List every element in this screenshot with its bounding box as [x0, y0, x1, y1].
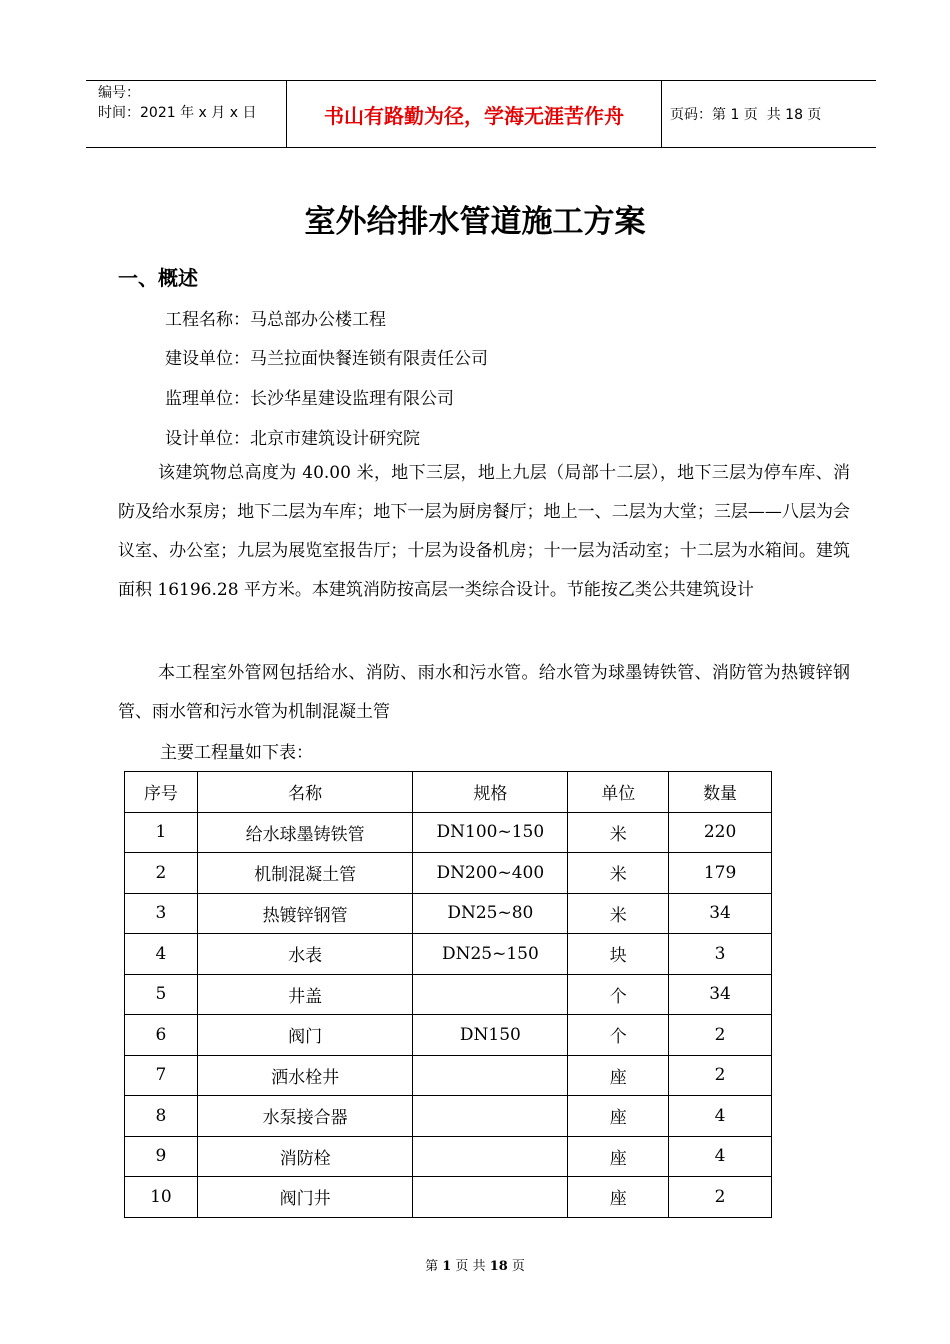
table-cell: 220 — [669, 812, 772, 853]
table-cell: 阀门井 — [197, 1177, 413, 1218]
table-row — [125, 1015, 772, 1056]
footer-suffix: 页 — [511, 1259, 525, 1274]
table-cell — [413, 974, 568, 1015]
table-header-row — [125, 772, 772, 813]
table-cell: 水表 — [197, 934, 413, 975]
supervisor-unit: 监理单位：长沙华星建设监理有限公司 — [165, 389, 454, 409]
table-cell: 7 — [125, 1055, 198, 1096]
header-cell: 单位 — [568, 772, 669, 813]
header-meta — [98, 83, 256, 123]
table-row — [125, 1096, 772, 1137]
table-cell: 4 — [669, 1096, 772, 1137]
table-cell: 4 — [125, 934, 198, 975]
table-cell: 2 — [669, 1177, 772, 1218]
table-row — [125, 893, 772, 934]
table-cell: 个 — [568, 1015, 669, 1056]
header-page-info: 页码：第 1 页 共 18 页 — [670, 107, 822, 123]
table-cell: 34 — [669, 974, 772, 1015]
table-cell: 1 — [125, 812, 198, 853]
table-cell: 米 — [568, 853, 669, 894]
table-cell: 8 — [125, 1096, 198, 1137]
page-header — [86, 80, 876, 148]
table-row — [125, 1055, 772, 1096]
table-cell: 34 — [669, 893, 772, 934]
section-heading: 一、概述 — [118, 266, 198, 290]
table-cell — [413, 1136, 568, 1177]
table-cell: DN200~400 — [413, 853, 568, 894]
table-cell: 阀门 — [197, 1015, 413, 1056]
table-cell: 4 — [669, 1136, 772, 1177]
table-row — [125, 1136, 772, 1177]
table-cell: 9 — [125, 1136, 198, 1177]
table-cell: 水泵接合器 — [197, 1096, 413, 1137]
project-name: 工程名称：马总部办公楼工程 — [165, 310, 386, 330]
table-caption: 主要工程量如下表： — [160, 743, 313, 763]
table-row — [125, 1177, 772, 1218]
table-cell: 米 — [568, 893, 669, 934]
table-cell: 5 — [125, 974, 198, 1015]
table-cell: 块 — [568, 934, 669, 975]
table-cell: 6 — [125, 1015, 198, 1056]
table-row — [125, 974, 772, 1015]
table-cell — [413, 1177, 568, 1218]
header-cell: 序号 — [125, 772, 198, 813]
table-cell: 机制混凝土管 — [197, 853, 413, 894]
table-cell — [413, 1055, 568, 1096]
table-cell: 个 — [568, 974, 669, 1015]
quantity-table — [124, 771, 772, 1218]
table-cell: 座 — [568, 1055, 669, 1096]
footer-page-number: 1 — [442, 1259, 452, 1274]
table-cell: DN100~150 — [413, 812, 568, 853]
table-cell: DN25~150 — [413, 934, 568, 975]
table-row — [125, 934, 772, 975]
footer-prefix: 第 — [425, 1259, 439, 1274]
table-cell: 2 — [669, 1015, 772, 1056]
table-cell: 米 — [568, 812, 669, 853]
header-cell: 规格 — [413, 772, 568, 813]
footer-middle: 页 共 — [455, 1259, 486, 1274]
table-cell: DN25~80 — [413, 893, 568, 934]
table-row — [125, 853, 772, 894]
table-cell: 3 — [125, 893, 198, 934]
time-label: 时间：2021 年 x 月 x 日 — [98, 105, 257, 121]
designer-unit: 设计单位：北京市建筑设计研究院 — [165, 429, 420, 449]
table-row — [125, 812, 772, 853]
document-title: 室外给排水管道施工方案 — [304, 204, 646, 240]
table-cell: 消防栓 — [197, 1136, 413, 1177]
table-cell: 座 — [568, 1096, 669, 1137]
table-cell: 座 — [568, 1177, 669, 1218]
number-label: 编号： — [98, 85, 140, 101]
table-cell: 井盖 — [197, 974, 413, 1015]
table-cell: 2 — [669, 1055, 772, 1096]
table-cell: 洒水栓井 — [197, 1055, 413, 1096]
table-cell: 给水球墨铸铁管 — [197, 812, 413, 853]
table-cell: 3 — [669, 934, 772, 975]
overview-paragraph: 该建筑物总高度为 40.00 米，地下三层，地上九层（局部十二层），地下三层为停车库、消防及给水泵房；地下二层为车库；地下一层为厨房餐厅；地上一、二层为大堂；三层——八层为会议室、办公室；九层为展览室报告厅；十层为设备机房；十一层为活动室；十二层为水箱间。建筑面积 16196.28 平方米。本建筑消防按高层一类综合设计。节能按乙类公共建筑设计 — [118, 463, 850, 600]
header-cell: 数量 — [669, 772, 772, 813]
table-cell: 热镀锌钢管 — [197, 893, 413, 934]
builder-unit: 建设单位：马兰拉面快餐连锁有限责任公司 — [165, 349, 488, 369]
page-footer — [0, 1255, 950, 1274]
table-cell: DN150 — [413, 1015, 568, 1056]
table-cell: 2 — [125, 853, 198, 894]
pipe-network-paragraph: 本工程室外管网包括给水、消防、雨水和污水管。给水管为球墨铸铁管、消防管为热镀锌钢管、雨水管和污水管为机制混凝土管 — [118, 663, 850, 722]
footer-total-pages: 18 — [489, 1259, 508, 1274]
header-motto: 书山有路勤为径，学海无涯苦作舟 — [286, 81, 662, 147]
table-cell — [413, 1096, 568, 1137]
table-cell: 座 — [568, 1136, 669, 1177]
header-cell: 名称 — [197, 772, 413, 813]
table-cell: 179 — [669, 853, 772, 894]
table-cell: 10 — [125, 1177, 198, 1218]
